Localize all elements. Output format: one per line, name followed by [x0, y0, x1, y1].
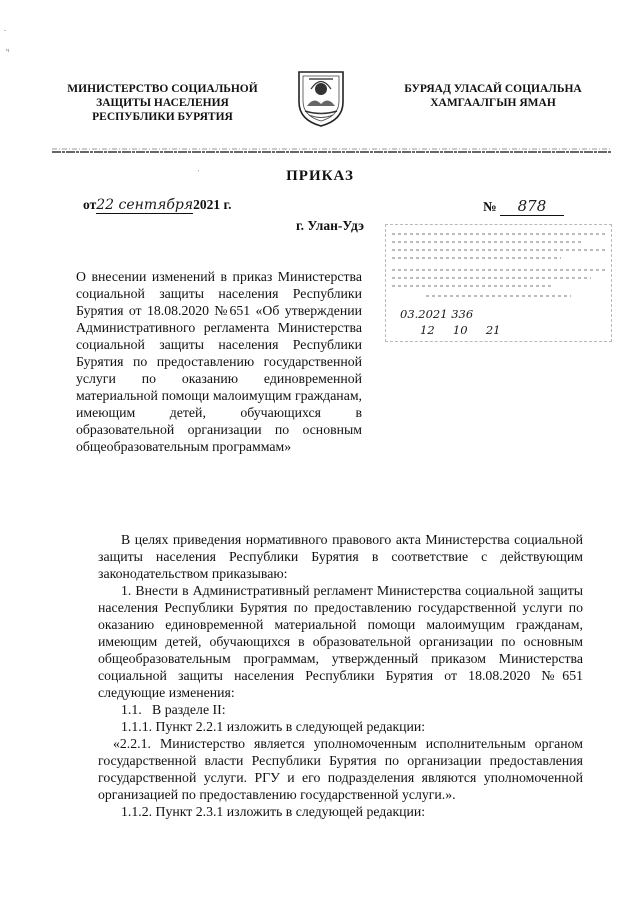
header-divider [52, 148, 612, 153]
header-line: РЕСПУБЛИКИ БУРЯТИЯ [92, 111, 233, 123]
header-line: ХАМГААЛГЫН ЯМАН [430, 97, 556, 109]
header-line: БУРЯАД УЛАСАЙ СОЦИАЛЬНА [404, 83, 582, 95]
quote-2-2-1: «2.2.1. Министерство является уполномоченным исполнительным органом государственной власти Республики Бурятия по организации предоставления государственной услуги. РГУ и его подразделения являются уполномоченной организацией по предоставлению государственной услуги.». [98, 736, 583, 802]
scan-mark: ' [198, 170, 200, 176]
item-1-1-2: 1.1.2. Пункт 2.3.1 изложить в следующей редакции: [121, 804, 426, 819]
handwritten-date: 22 сентября [96, 197, 194, 213]
preamble: В целях приведения нормативного правового акта Министерства социальной защиты населения Республики Бурятия в соответствие с действующим законодательством приказываю: [98, 532, 583, 581]
stamp-text-line [392, 249, 605, 251]
order-subject: О внесении изменений в приказ Министерства социальной защиты населения Республики Бурятия от 18.08.2020 №651 «Об утверждении Административного регламента Министерства социальной защиты населения Республики Бурятия по предоставлению государственной услуги по оказанию единовременной материальной помощи малоимущим гражданам, имеющим детей, обучающихся в образовательной организации по основным общеобразовательным программам» [76, 269, 362, 454]
handwritten-number: 878 [500, 197, 564, 216]
scan-mark: - [4, 28, 6, 34]
number-prefix: № [483, 199, 497, 214]
stamp-text-line [392, 257, 561, 259]
order-body [98, 531, 583, 820]
stamp-text-line [426, 295, 571, 297]
item-1-1: 1.1. В разделе II: [121, 702, 226, 717]
item-1: 1. Внести в Административный регламент Министерства социальной защиты населения Республики Бурятия по предоставлению государственной услуги по оказанию единовременной материальной помощи малоимущим гражданам, имеющим детей, обучающихся в образовательной организации по основным общеобразовательным программам, утвержденный приказом Министерства социальной защиты населения Республики Бурятия от 18.08.2020 №651 следующие изменения: [98, 583, 583, 700]
stamp-text-line [392, 233, 605, 235]
stamp-text-line [392, 285, 551, 287]
stamp-text-line [392, 277, 591, 279]
order-date [83, 197, 232, 214]
item-1-1-1: 1.1.1. Пункт 2.2.1 изложить в следующей редакции: [121, 719, 426, 734]
document-title: ПРИКАЗ [286, 168, 354, 184]
header-line: ЗАЩИТЫ НАСЕЛЕНИЯ [96, 97, 229, 109]
stamp-date: 12 10 21 [420, 323, 501, 337]
city: г. Улан-Удэ [296, 218, 364, 233]
date-prefix: от [83, 197, 97, 212]
registration-stamp [385, 224, 612, 342]
coat-of-arms-emblem-icon [295, 66, 347, 128]
date-year: 2021 г. [193, 197, 232, 212]
scan-mark: ч [6, 48, 10, 54]
order-number [483, 197, 564, 216]
header-line: МИНИСТЕРСТВО СОЦИАЛЬНОЙ [67, 83, 258, 95]
stamp-text-line [392, 241, 581, 243]
ministry-name-russian [60, 82, 265, 124]
ministry-name-buryat [398, 82, 588, 110]
stamp-text-line [392, 269, 605, 271]
stamp-registration: 03.2021 336 [400, 307, 474, 321]
